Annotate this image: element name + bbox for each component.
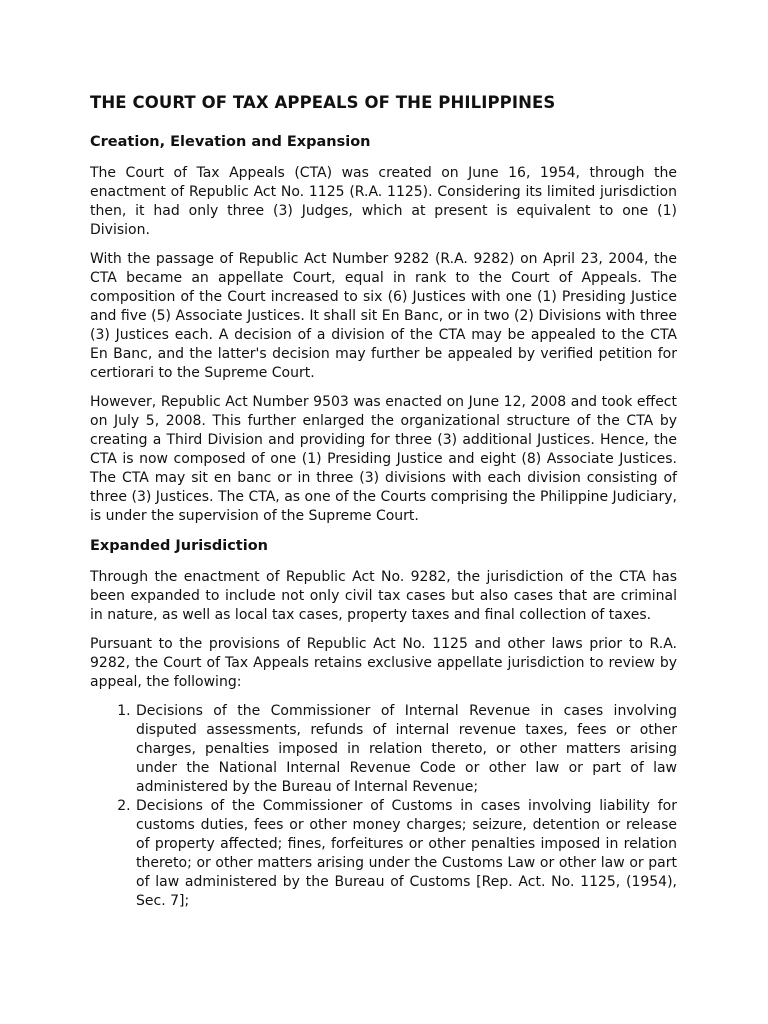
paragraph: With the passage of Republic Act Number 9282 (R.A. 9282) on April 23, 2004, the CTA became an appellate Court, equal in rank to the Court of Appeals. The composition of the Court increased to six (6) Justices with one (1) Presiding Justice and five (5) Associate Justices. It shall sit En Banc, or in two (2) Divisions with three (3) Justices each. A decision of a division of the CTA may be appealed to the CTA En Banc, and the latter's decision may further be appealed by verified petition for certiorari to the Supreme Court. [90,251,677,381]
paragraph: Through the enactment of Republic Act No. 9282, the jurisdiction of the CTA has been expanded to include not only civil tax cases but also cases that are criminal in nature, as well as local tax cases, property taxes and final collection of taxes. [90,569,677,623]
section-heading-jurisdiction: Expanded Jurisdiction [90,538,268,554]
list-item: 1. Decisions of the Commissioner of Internal Revenue in cases involving disputed assessments, refunds of internal revenue taxes, fees or other charges, penalties imposed in relation thereto, or other matters arising under the National Internal Revenue Code or other law or part of law administered by the Bureau of Internal Revenue; [135,702,677,797]
paragraph: Pursuant to the provisions of Republic Act No. 1125 and other laws prior to R.A. 9282, the Court of Tax Appeals retains exclusive appellate jurisdiction to review by appeal, the following: [90,636,677,690]
list-item: 2. Decisions of the Commissioner of Customs in cases involving liability for customs duties, fees or other money charges; seizure, detention or release of property affected; fines, forfeitures or other penalties imposed in relation thereto; or other matters arising under the Customs Law or other law or part of law administered by the Bureau of Customs [Rep. Act. No. 1125, (1954), Sec. 7]; [135,797,677,911]
paragraph: The Court of Tax Appeals (CTA) was created on June 16, 1954, through the enactment of Republic Act No. 1125 (R.A. 1125). Considering its limited jurisdiction then, it had only three (3) Judges, which at present is equivalent to one (1) Division. [90,165,677,238]
section-heading-creation: Creation, Elevation and Expansion [90,134,371,150]
jurisdiction-list [90,702,677,911]
document-title: THE COURT OF TAX APPEALS OF THE PHILIPPINES [90,93,556,112]
paragraph: However, Republic Act Number 9503 was enacted on June 12, 2008 and took effect on July 5, 2008. This further enlarged the organizational structure of the CTA by creating a Third Division and providing for three (3) additional Justices. Hence, the CTA is now composed of one (1) Presiding Justice and eight (8) Associate Justices. The CTA may sit en banc or in three (3) divisions with each division consisting of three (3) Justices. The CTA, as one of the Courts comprising the Philippine Judiciary, is under the supervision of the Supreme Court. [90,394,677,524]
document-page [90,92,677,911]
